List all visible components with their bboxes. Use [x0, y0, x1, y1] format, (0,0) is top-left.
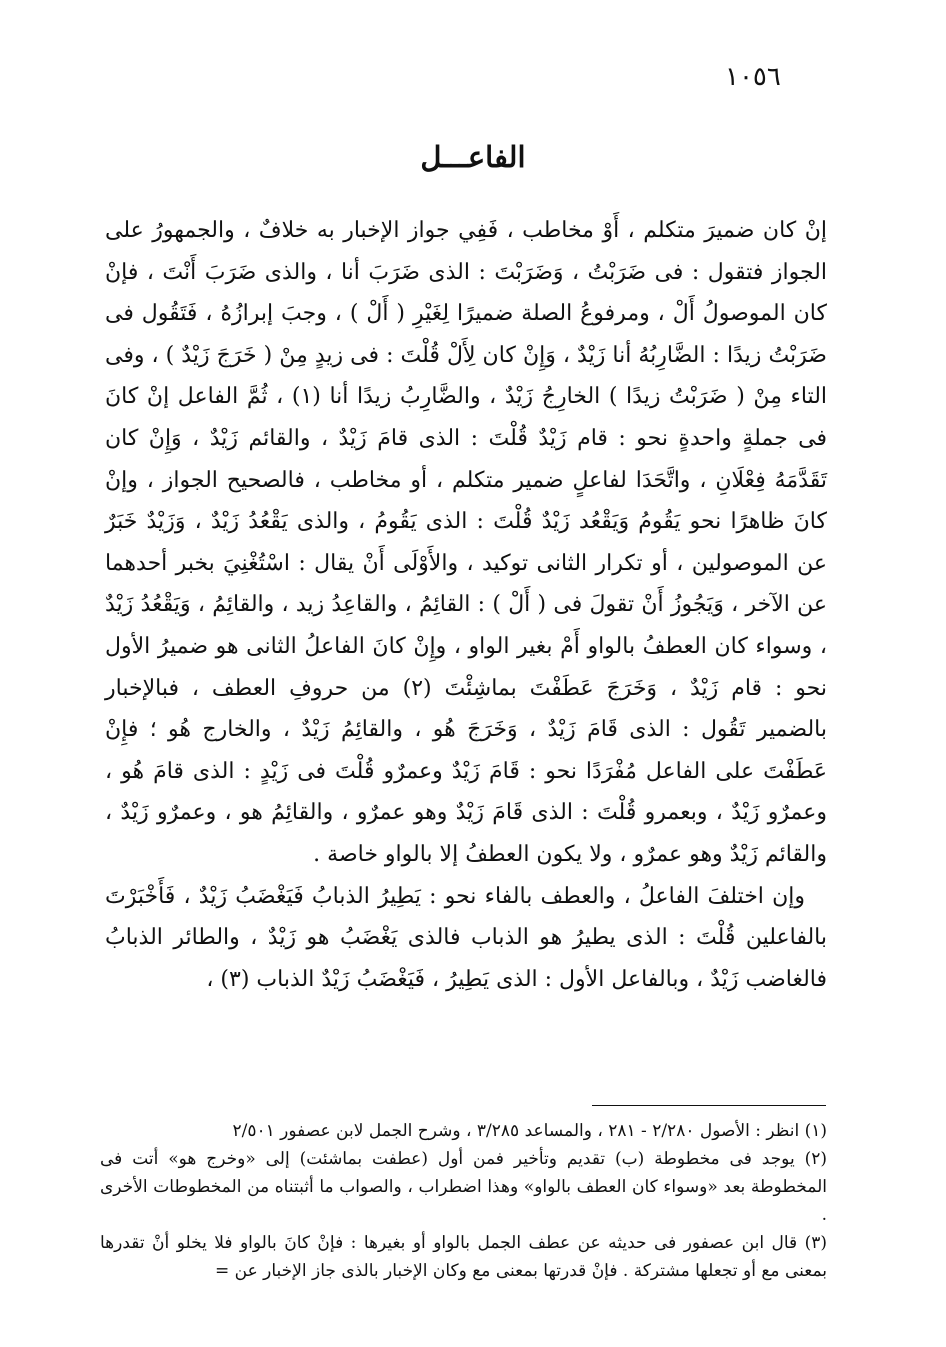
- footnote-divider: [592, 1105, 826, 1106]
- page-number: ١٠٥٦: [725, 62, 781, 92]
- footnote: (٣) قال ابن عصفور فى حديثه عن عطف الجمل بالواو أو بغيرها : فإنْ كانَ بالواو فلا يخلو أنْ تقدرها بمعنى مع أو تجعلها مشتركة . فإنْ قدرتها بمعنى مع وكان الإخبار بالذى جاز الإخبار عن =: [100, 1233, 827, 1281]
- section-title: الفاعـــل: [420, 140, 526, 174]
- footnotes: [100, 1117, 827, 1285]
- footnote: (١) انظر : الأصول ٢/٢٨٠ - ٢٨١ ، والمساعد ٣/٢٨٥ ، وشرح الجمل لابن عصفور ٢/٥٠١: [232, 1121, 827, 1141]
- footnote: (٢) يوجد فى مخطوطة (ب) تقديم وتأخير فمن أول (عطفت بماشئت) إلى «وخرج هو» أتت فى المخطوطة بعد «وسواء كان العطف بالواو» وهذا اضطراب ، والصواب ما أثبتناه من المخطوطات الأخرى .: [100, 1149, 827, 1225]
- main-text: [105, 210, 827, 1000]
- paragraph: وإن اختلفَ الفاعلُ ، والعطف بالفاء نحو : يَطِيرُ الذبابُ فَيَغْضَبُ زَيْدٌ ، فَأَخْبَرْتَ بالفاعلين قُلْتَ : الذى يطيرُ هو الذباب فالذى يَغْضَبُ هو زَيْدٌ ، والطائر الذبابُ فالغاضب زَيْدٌ ، وبالفاعل الأول : الذى يَطِيرُ ، فَيَغْضَبُ زَيْدٌ الذباب (٣) ،: [105, 883, 827, 992]
- paragraph: إنْ كان ضميرَ متكلم ، أَوْ مخاطب ، فَفِي جواز الإخبار به خلافٌ ، والجمهورُ على الجواز فتقول : فى ضَرَبْتُ ، وَضَرَبْتَ : الذى ضَرَبَ أنا ، والذى ضَرَبَ أَنْتَ ، فإنْ كان الموصولُ أَلْ ، ومرفوعُ الصلة ضميرًا لِغَيْرِ ( أَلْ ) ، وجبَ إبرازُهُ ، فَتَقُول فى ضَرَبْتُ زيدًا : الضَّارِبُهُ أنا زَيْدٌ ، وَإِنْ كان لِأَلْ قُلْتَ : فى زيدٍ مِنْ ( خَرَجَ زَيْدٌ ) ، وفى التاء مِنْ ( ضَرَبْتُ زيدًا ) الخارِجُ زَيْدٌ ، والضَّارِبُ زيدًا أنا (١) ، ثُمَّ الفاعل إنْ كانَ فى جملةٍ واحدةٍ نحو : قام زَيْدٌ قُلْتَ : الذى قامَ زَيْدٌ ، والقائم زَيْدٌ ، وَإِنْ كان تَقَدَّمَهُ فِعْلَانِ ، واتَّحَدَا لفاعلٍ ضمير متكلم ، أو مخاطب ، فالصحيح الجواز ، وإنْ كانَ ظاهرًا نحو يَقُومُ وَيَقْعُد زَيْدٌ قُلْتَ : الذى يَقُومُ ، والذى يَقْعُدُ زَيْدٌ ، وَزَيْدٌ خَبَرٌ عن الموصولين ، أو تكرار الثانى توكيد ، والأَوْلَى أَنْ يقال : اسْتُغْنِيَ بخبر أحدهما عن الآخر ، وَيَجُوزُ أَنْ تقولَ فى ( أَلْ ) : القائِمُ ، والقاعِدُ زيد ، والقائِمُ ، وَيَقْعُدُ زَيْدٌ ، وسواء كان العطفُ بالواو أَمْ بغير الواو ، وإِنْ كانَ الفاعلُ الثانى هو ضميرُ الأول نحو : قام زَيْدٌ ، وَخَرَجَ عَطَفْتَ بماشِئْتَ (٢) من حروفِ العطف ، فبالإخبار بالضمير تَقُول : الذى قَامَ زَيْدٌ ، وَخَرَجَ هُو ، والقائِمُ زَيْدٌ ، والخارج هُو ؛ فإِنْ عَطَفْتَ على الفاعل مُفْرَدًا نحو : قَامَ زَيْدٌ وعمرٌو قُلْتَ فى زَيْدٍ : الذى قامَ هُو ، وعمرٌو زَيْدٌ ، وبعمرو قُلْتَ : الذى قَامَ زَيْدٌ وهو عمرٌو ، والقائِمُ هو ، وعمرٌو زَيْدٌ ، والقائم زَيْدٌ وهو عمرٌو ، ولا يكون العطفُ إلا بالواو خاصة .: [105, 218, 828, 867]
